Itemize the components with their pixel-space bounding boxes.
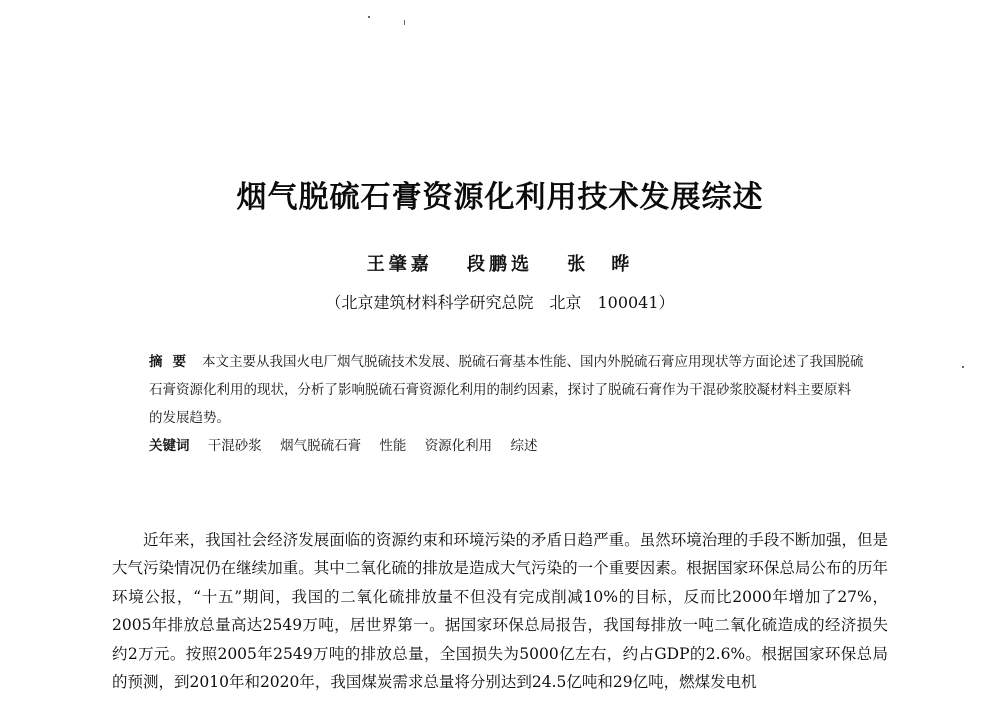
- scan-speck: [368, 16, 370, 18]
- scan-speck: [404, 20, 405, 25]
- keyword: 干混砂浆: [207, 438, 262, 454]
- keywords-line: [149, 432, 864, 460]
- keyword: 性能: [379, 438, 407, 454]
- author-name: 张 晔: [567, 254, 634, 275]
- author-affiliation: （北京建筑材料科学研究总院 北京 100041）: [325, 293, 675, 312]
- abstract-block: [149, 348, 864, 460]
- keyword: 烟气脱硫石膏: [280, 438, 362, 454]
- abstract-text: 本文主要从我国火电厂烟气脱硫技术发展、脱硫石膏基本性能、国内外脱硫石膏应用现状等方面论述了我国脱硫石膏资源化利用的现状，分析了影响脱硫石膏资源化利用的制约因素，探讨了脱硫石膏作为干混砂浆胶凝材料主要原料的发展趋势。: [149, 354, 864, 426]
- keyword: 综述: [510, 438, 538, 454]
- author-name: 王肇嘉: [366, 254, 433, 275]
- body-paragraph: 近年来，我国社会经济发展面临的资源约束和环境污染的矛盾日趋严重。虽然环境治理的手段不断加强，但是大气污染情况仍在继续加重。其中二氧化硫的排放是造成大气污染的一个重要因素。根据国家环保总局公布的历年环境公报，“十五”期间，我国的二氧化硫排放量不但没有完成削减10%的目标，反而比2000年增加了27%，2005年排放总量高达2549万吨，居世界第一。据国家环保总局报告，我国每排放一吨二氧化硫造成的经济损失约2万元。按照2005年2549万吨的排放总量，全国损失为5000亿左右，约占GDP的2.6%。根据国家环保总局的预测，到2010年和2020年，我国煤炭需求总量将分别达到24.5亿吨和29亿吨，燃煤发电机: [112, 530, 888, 691]
- abstract-paragraph: [149, 348, 864, 432]
- author-name: 段鹏选: [467, 254, 533, 275]
- scan-speck: [962, 366, 964, 368]
- paper-title: 烟气脱硫石膏资源化利用技术发展综述: [236, 180, 764, 215]
- author-list: [0, 250, 1000, 276]
- keyword: 资源化利用: [424, 438, 493, 454]
- keywords-label: 关键词: [149, 438, 190, 454]
- abstract-label: 摘要: [149, 354, 196, 370]
